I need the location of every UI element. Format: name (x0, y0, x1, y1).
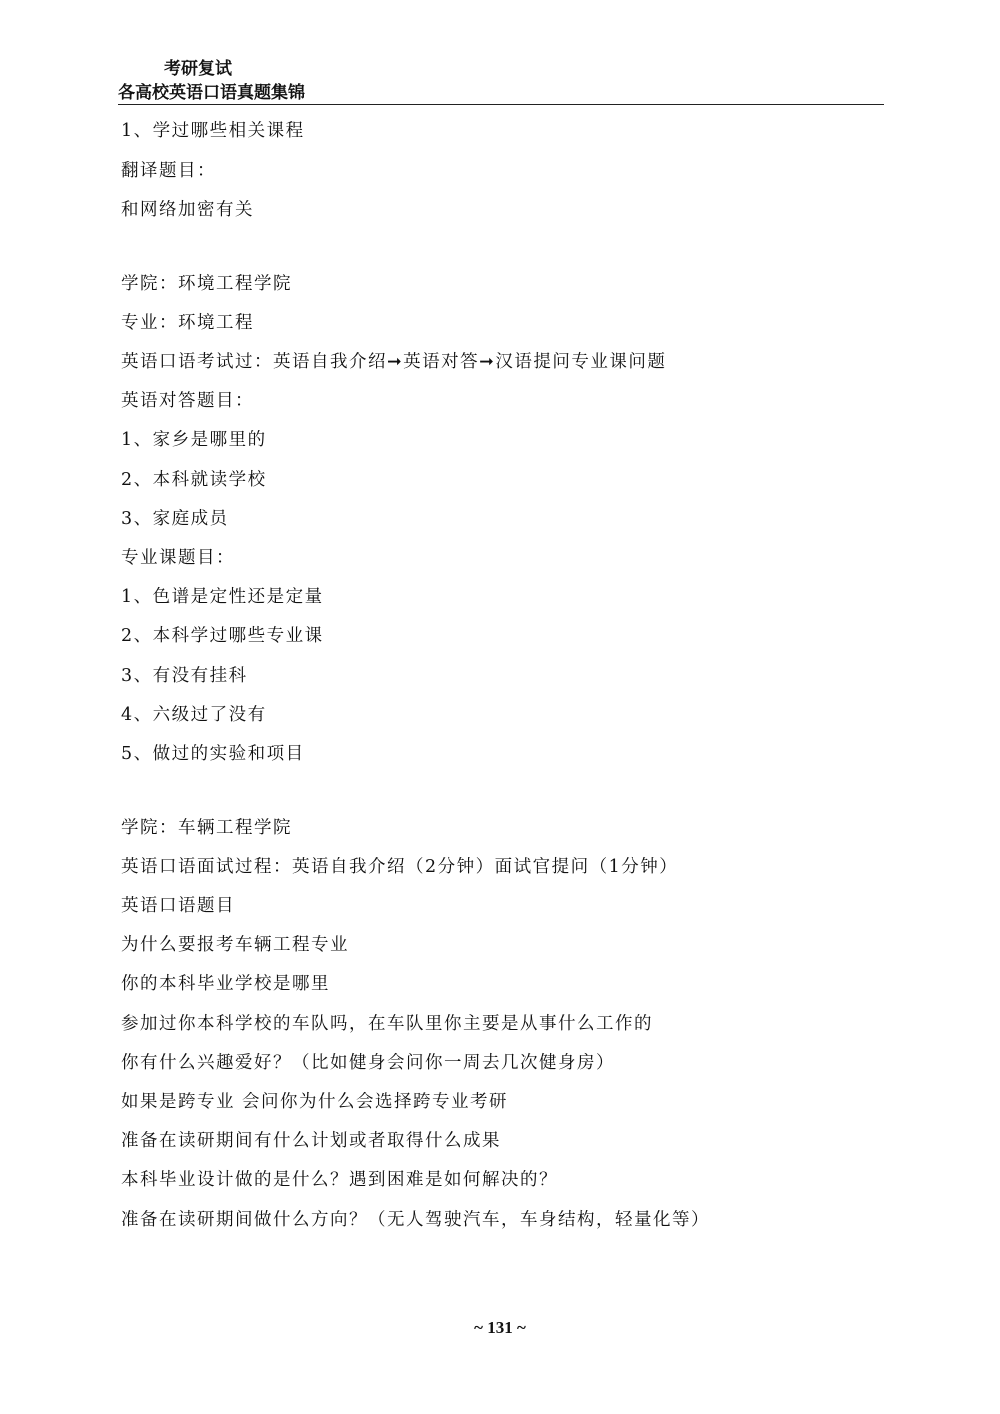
text-line: 英语口语考试过：英语自我介绍➞英语对答➞汉语提问专业课问题 (121, 352, 667, 372)
header-divider (118, 104, 884, 105)
text-line: 准备在读研期间做什么方向？（无人驾驶汽车，车身结构，轻量化等） (121, 1210, 710, 1230)
header-title-line2: 各高校英语口语真题集锦 (118, 83, 305, 103)
text-line: 1、学过哪些相关课程 (121, 121, 305, 141)
text-line: 1、色谱是定性还是定量 (121, 587, 324, 607)
text-line: 学院：车辆工程学院 (121, 818, 292, 838)
text-line: 英语口语面试过程：英语自我介绍（2分钟）面试官提问（1分钟） (121, 857, 679, 877)
page-number: ~ 131 ~ (474, 1318, 526, 1337)
text-line: 5、做过的实验和项目 (121, 744, 305, 764)
text-line: 4、六级过了没有 (121, 705, 267, 725)
text-line: 学院：环境工程学院 (121, 274, 292, 294)
text-line: 英语口语题目 (121, 896, 235, 916)
text-line: 为什么要报考车辆工程专业 (121, 935, 349, 955)
text-line: 翻译题目： (121, 161, 216, 181)
text-line: 准备在读研期间有什么计划或者取得什么成果 (121, 1131, 501, 1151)
text-line: 专业课题目： (121, 548, 235, 568)
text-line: 2、本科学过哪些专业课 (121, 626, 324, 646)
text-line: 你的本科毕业学校是哪里 (121, 974, 330, 994)
text-line: 英语对答题目： (121, 391, 254, 411)
text-line: 和网络加密有关 (121, 200, 254, 220)
text-line: 参加过你本科学校的车队吗，在车队里你主要是从事什么工作的 (121, 1014, 653, 1034)
text-line: 3、家庭成员 (121, 509, 229, 529)
text-line: 你有什么兴趣爱好？（比如健身会问你一周去几次健身房） (121, 1053, 615, 1073)
text-line: 2、本科就读学校 (121, 470, 267, 490)
text-line: 专业：环境工程 (121, 313, 254, 333)
text-line: 本科毕业设计做的是什么？遇到困难是如何解决的？ (121, 1170, 558, 1190)
text-line: 1、家乡是哪里的 (121, 430, 267, 450)
text-line: 如果是跨专业 会问你为什么会选择跨专业考研 (121, 1092, 509, 1112)
header-title-line1: 考研复试 (164, 59, 232, 79)
text-line: 3、有没有挂科 (121, 666, 248, 686)
